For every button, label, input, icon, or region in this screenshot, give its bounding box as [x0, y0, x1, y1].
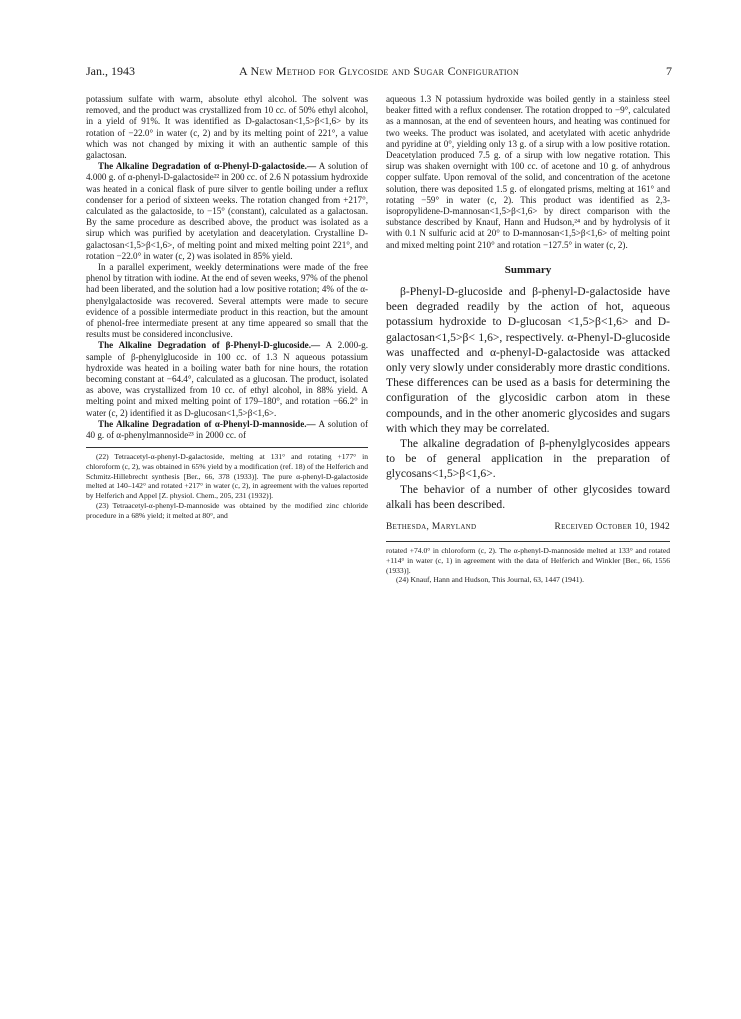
section-heading: The Alkaline Degradation of α-Phenyl-D-mannoside.— — [98, 418, 316, 429]
footnote-24: (24) Knauf, Hann and Hudson, This Journal, 63, 1447 (1941). — [396, 575, 584, 585]
section-heading: The Alkaline Degradation of α-Phenyl-D-galactoside.— — [98, 161, 317, 172]
body-text: A solution of 4.000 g. of α-phenyl-D-galactoside²² in 200 cc. of 2.6 N potassium hydroxide was heated in a conical flask of pure silver to gentle boiling under a reflux condenser for a period of sixteen weeks. The rotation changed from +217°, calculated as the galactoside, to −15° (constant), calculated as a galactosan. By the same procedure as described above, the product was isolated as a sirup which was purified by acetylation and deacetylation. Crystalline D-galactosan<1,5>β<1,6>, of melting point and mixed melting point 221°, and rotation −22.0° in water (c, 2) was isolated in 85% yield. — [86, 161, 368, 261]
page-number: 7 — [666, 64, 672, 78]
running-header — [86, 64, 672, 80]
footnote-divider — [86, 447, 368, 448]
summary-paragraph: The behavior of a number of other glycosides toward alkali has been described. — [386, 482, 670, 511]
header-date: Jan., 1943 — [86, 64, 135, 78]
footnotes — [386, 546, 670, 585]
body-text: A solution of 40 g. of α-phenylmannoside²³ in 2000 cc. of — [86, 418, 368, 441]
section-heading: The Alkaline Degradation of β-Phenyl-D-glucoside.— — [98, 340, 321, 351]
summary-paragraph: The alkaline degradation of β-phenylglycosides appears to be of general application in the preparation of glycosans<1,5>β<1,6>. — [386, 437, 670, 481]
body-paragraph — [86, 161, 368, 262]
left-column — [86, 94, 368, 520]
footnote-22: (22) Tetraacetyl-α-phenyl-D-galactoside, melting at 131° and rotating +177° in chloroform (c, 2), was obtained in 65% yield by a modification (ref. 18) of the Helferich and Schmitz-Hillebrecht synthesis [Ber., 66, 378 (1933)]. The pure α-phenyl-D-galactoside melted at 140–142° and rotated +217° in water (c, 2), in agreement with the values reported by Helferich and Appel [Z. physiol. Chem., 205, 231 (1932)]. — [86, 452, 368, 501]
body-paragraph — [86, 419, 368, 441]
footnote-23-continued: rotated +74.0° in chloroform (c, 2). The α-phenyl-D-mannoside melted at 133° and rotated +114° in water (c, 1) in agreement with the data of Helferich and Winkler [Ber., 66, 1556 (1933)]. — [386, 546, 670, 575]
summary-section — [386, 284, 670, 512]
summary-paragraph: β-Phenyl-D-glucoside and β-phenyl-D-galactoside have been degraded readily by the action of hot, aqueous potassium hydroxide to D-glucosan <1,5>β<1,6> and D-galactosan<1,5>β< 1,6>, respectively. α-Phenyl-D-glucoside was unaffected and α-phenyl-D-galactoside was attacked only very slowly under considerably more drastic conditions. These differences can be used as a basis for determining the configuration of the glycosidic carbon atom in these compounds, and in the other anomeric glycosides and sugars with which they may be correlated. — [386, 285, 670, 435]
right-column — [386, 94, 670, 585]
header-title: A New Method for Glycoside and Sugar Configuration — [238, 64, 520, 78]
location: Bethesda, Maryland — [386, 522, 477, 533]
body-text: A 2.000-g. sample of β-phenylglucoside in 100 cc. of 1.3 N aqueous potassium hydroxide was heated in a boiling water bath for nine hours, the rotation becoming constant at −64.4°, calculated as a glucosan. The product, isolated as above, was crystallized from 10 cc. of ethyl alcohol, in 88% yield. A melting point and mixed melting point of 179–180°, and rotation −66.2° in water (c, 2) identified it as D-glucosan<1,5>β<1,6>. — [86, 340, 368, 418]
signature-line — [386, 522, 670, 533]
summary-heading: Summary — [504, 263, 552, 276]
footnotes — [86, 452, 368, 520]
body-paragraph — [86, 340, 368, 418]
received-date: Received October 10, 1942 — [554, 522, 670, 533]
body-paragraph: In a parallel experiment, weekly determinations were made of the free phenol by titration with iodine. At the end of seven weeks, 97% of the phenol had been liberated, and the solution had a low positive rotation; 4% of the α-phenylgalactoside was recovered. Several attempts were made to secure evidence of a possible intermediate product in this reaction, but the amount of phenol-free intermediate present at any time appeared so small that the results must be considered inconclusive. — [86, 262, 368, 340]
footnote-23: (23) Tetraacetyl-α-phenyl-D-mannoside was obtained by the modified zinc chloride procedure in a 68% yield; it melted at 80°, and — [86, 500, 368, 520]
footnote-divider — [386, 541, 670, 542]
body-paragraph: potassium sulfate with warm, absolute ethyl alcohol. The solvent was removed, and the product was crystallized from 10 cc. of 50% ethyl alcohol, in a yield of 91%. It was identified as D-galactosan<1,5>β<1,6> by its rotation of −22.0° in water (c, 2) and by its melting point of 221°, a value which was not changed by mixing it with an authentic sample of this galactosan. — [86, 94, 368, 161]
body-paragraph: aqueous 1.3 N potassium hydroxide was boiled gently in a stainless steel beaker fitted with a reflux condenser. The rotation dropped to −9°, calculated as a mannosan, at the end of seventeen hours, and heating was continued for two weeks. The product was isolated, and acetylated with acetic anhydride and pyridine at 0°, yielding only 13 g. of a sirup with a low positive rotation. Deacetylation produced 7.5 g. of a sirup with low negative rotation. This sirup was shaken overnight with 100 cc. of acetone and 10 g. of anhydrous copper sulfate. Upon removal of the solid, and concentration of the acetone solution, there was deposited 1.5 g. of elongated prisms, melting at 161° and rotating −59° in water (c, 2). This product was identified as 2,3-isopropylidene-D-mannosan<1,5>β<1,6> by direct comparison with the substance described by Knauf, Hann and Hudson,²⁴ and by hydrolysis of it with 0.1 N sulfuric acid at 20° to D-mannosan<1,5>β<1,6> of melting point and mixed melting point 210° and rotation −127.5° in water (c, 2). — [386, 94, 670, 250]
